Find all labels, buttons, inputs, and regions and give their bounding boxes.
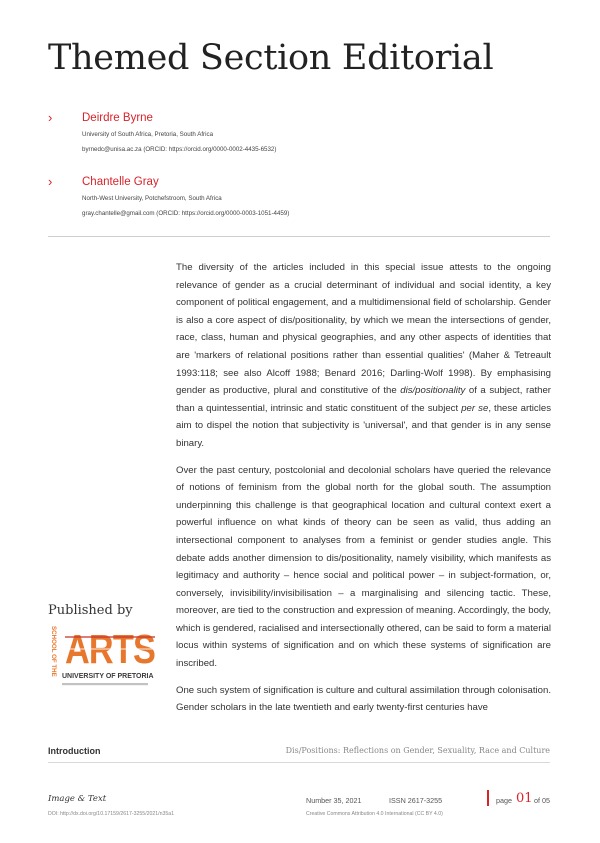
license-text[interactable]: Creative Commons Attribution 4.0 International (CC BY 4.0) bbox=[306, 811, 443, 817]
svg-text:UNIVERSITY OF PRETORIA: UNIVERSITY OF PRETORIA bbox=[62, 673, 154, 680]
chevron-right-icon: › bbox=[48, 174, 53, 189]
divider bbox=[48, 236, 550, 237]
article-body bbox=[176, 259, 551, 726]
author-name[interactable]: Chantelle Gray bbox=[82, 176, 159, 188]
journal-name: Image & Text bbox=[48, 794, 107, 804]
body-paragraph: The diversity of the articles included in this special issue attests to the ongoing relevance of gender as a crucial determinant of individual and social identity, a key component of political engagement, and a multidimensional field of scholarship. Gender is also a core aspect of dis/positionality, by which we mean the intersections of gender, race, class, human and physical geographies, and any other aspects of identities that are 'markers of relational positions rather than essential qualities' (Maher & Tetreault 1993:118; see also Alcoff 1988; Benard 2016; Darling-Wolf 1998). By emphasising gender as productive, plural and constitutive of the dis/positionality of a subject, rather than a quintessential, intrinsic and static constituent of the subject per se, these articles aim to dispel the notion that subjectivity is 'universal', and that gender is in any sense binary. bbox=[176, 262, 552, 449]
section-label: Introduction bbox=[48, 746, 101, 756]
doi-link[interactable]: DOI: http://dx.doi.org/10.17159/2617-3255/2021/n35a1 bbox=[48, 811, 175, 817]
published-by-label: Published by bbox=[48, 603, 133, 618]
svg-text:ARTS: ARTS bbox=[65, 626, 155, 672]
school-of-the-arts-logo bbox=[48, 624, 160, 690]
issue-number: Number 35, 2021 bbox=[306, 796, 362, 805]
page-total: of 05 bbox=[534, 796, 550, 805]
body-paragraph: One such system of signification is culture and cultural assimilation through colonisation. Gender scholars in the late twentieth and early twenty-first centuries have bbox=[176, 684, 551, 714]
author-name[interactable]: Deirdre Byrne bbox=[82, 112, 153, 124]
body-paragraph: Over the past century, postcolonial and decolonial scholars have queried the relevance of notions of feminism from the global north for the global south. The assumption underpinning this challenge is that geographical location and cultural context exert a powerful influence on what kinds of theory can be seen as valid, thus adding an intersectional component to analyses from a feminist or gender studies angle. This debate adds another dimension to dis/positionality, namely visibility, which manifests as legitimacy and authority – hence social and political power – in subject-formation, or, conversely, invisibility/invisibilisation – a marginalising and silencing tactic. These, moreover, are tied to the construction and expression of meaning. Accordingly, the body, which is gendered, racialised and intersectionally othered, can be said to form a material locus within systems of signification and on which these systems of signification are inscribed. bbox=[176, 464, 551, 670]
divider bbox=[48, 762, 550, 763]
chevron-right-icon: › bbox=[48, 110, 53, 125]
page-number: 01 bbox=[516, 791, 533, 806]
issn: ISSN 2617-3255 bbox=[389, 796, 443, 805]
author-block-byrne bbox=[48, 111, 548, 161]
author-email-orcid[interactable]: byrnedc@unisa.ac.za (ORCID: https://orcid.org/0000-0002-4435-6532) bbox=[82, 146, 277, 153]
page-label: page bbox=[496, 796, 512, 805]
issue-title: Dis/Positions: Reflections on Gender, Sexuality, Race and Culture bbox=[285, 746, 550, 755]
page-marker-bar bbox=[487, 790, 489, 806]
author-email-orcid[interactable]: gray.chantelle@gmail.com (ORCID: https://orcid.org/0000-0003-1051-4459) bbox=[82, 210, 290, 217]
svg-text:SCHOOL OF THE: SCHOOL OF THE bbox=[50, 626, 57, 677]
author-block-gray bbox=[48, 175, 548, 225]
author-affiliation: University of South Africa, Pretoria, South Africa bbox=[82, 131, 214, 138]
editorial-title: Themed Section Editorial bbox=[48, 38, 494, 78]
author-affiliation: North-West University, Potchefstroom, South Africa bbox=[82, 195, 222, 202]
